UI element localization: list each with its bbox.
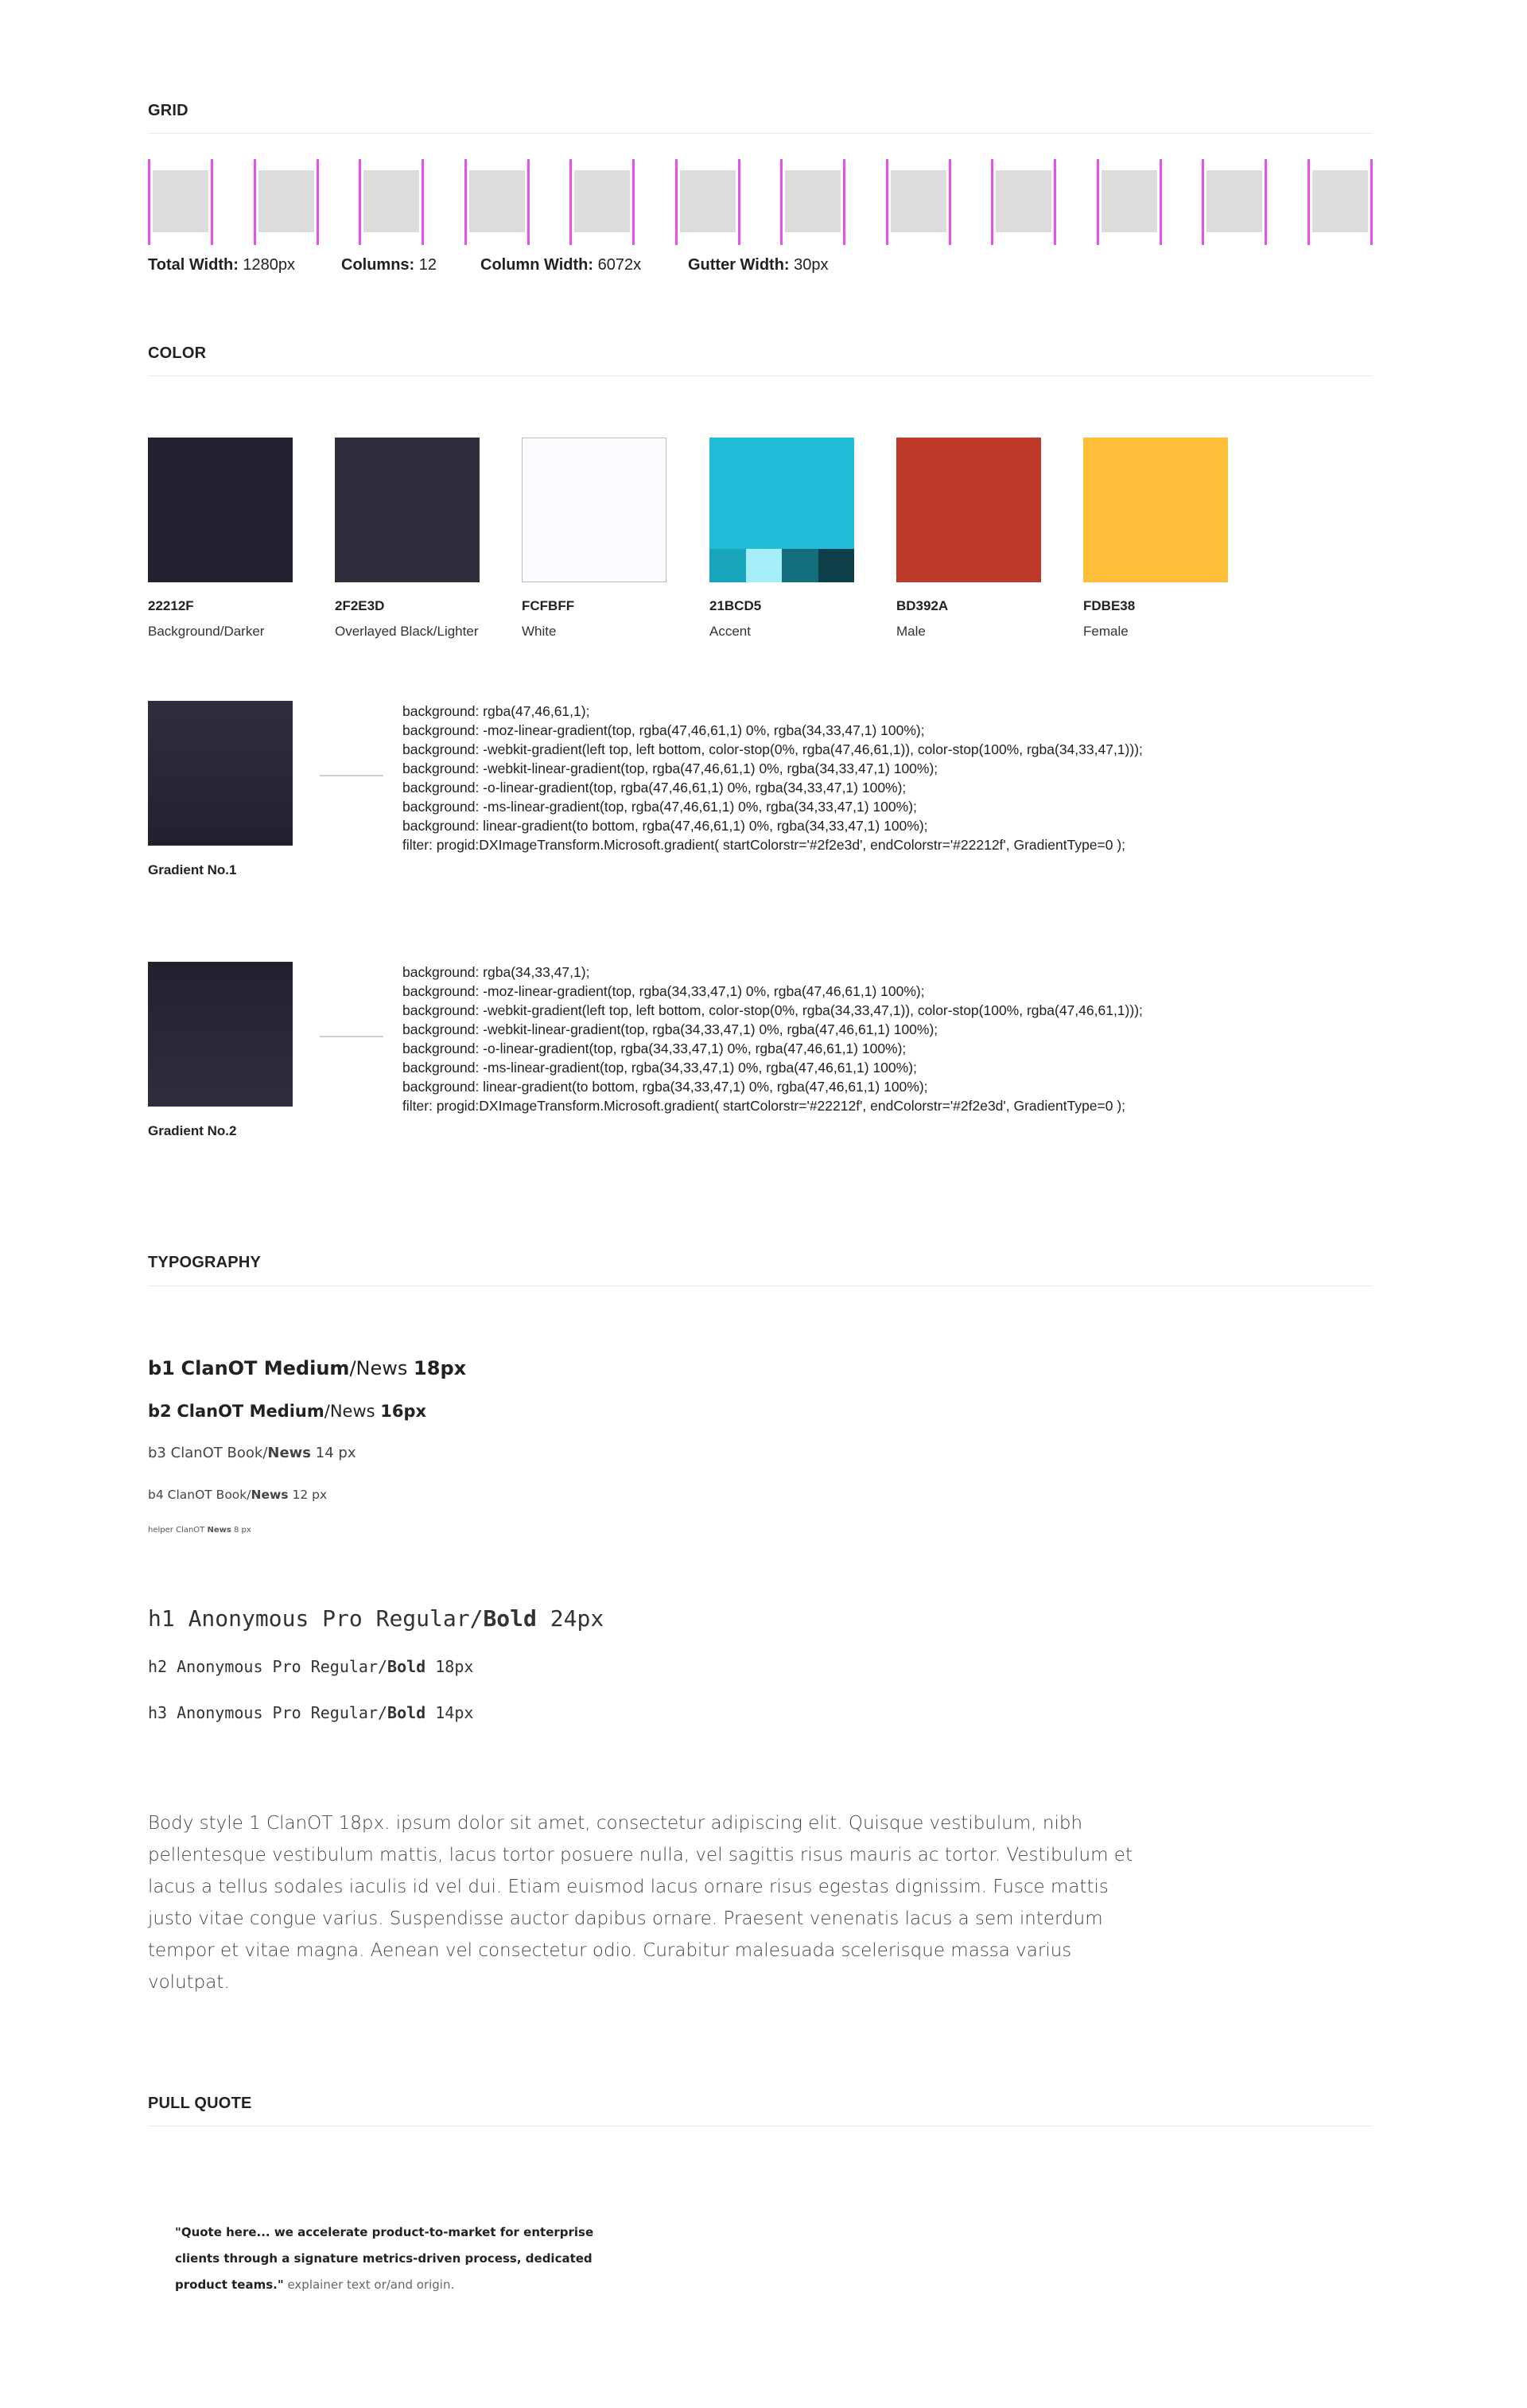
grid-meta-total-width: Total Width: 1280px <box>148 256 296 274</box>
grid-column-edge <box>1054 159 1056 245</box>
color-hex-label: 22212F <box>148 598 194 613</box>
grid-meta-column-width: Column Width: 6072x <box>480 256 642 274</box>
gradient-connector <box>320 1036 383 1037</box>
gradient-connector <box>320 775 383 776</box>
type-sample-h1: h1 Anonymous Pro Regular/Bold 24px <box>148 1605 604 1632</box>
gradient-swatch-2 <box>148 962 293 1107</box>
color-swatch-white <box>522 438 666 582</box>
grid-column <box>1307 159 1373 245</box>
type-sample-helper: helper ClanOT News 8 px <box>148 1526 251 1535</box>
grid-column-edge <box>1307 159 1310 245</box>
section-title-typography: TYPOGRAPHY <box>148 1254 262 1271</box>
gradient-css-code-1: background: rgba(47,46,61,1); background: -moz-linear-gradient(top, rgba(47,46,61,1) 0%, rgba(34,33,47,1) 100%); background: -webkit-gradient(left top, left bottom, color-stop(0%, rgba(47,46,61,1)), color-stop(100%, rgba(34,33,47,1))); background: -webkit-linear-gradient(top, rgba(47,46,61,1) 0%, rgba(34,33,47,1) 100%); background: -o-linear-gradient(top, rgba(47,46,61,1) 0%, rgba(34,33,47,1) 100%); background: -ms-linear-gradient(top, rgba(47,46,61,1) 0%, rgba(34,33,47,1) 100%); background: linear-gradient(to bottom, rgba(47,46,61,1) 0%, rgba(34,33,47,1) 100%); filter: progid:DXImageTransform.Microsoft.gradient( startColorstr='#2f2e3d', endColorstr='#22212f', GradientType=0 ); <box>402 703 1143 853</box>
pull-quote-text: "Quote here... we accelerate product-to-market for enterprise clients through a signature metrics-driven process, dedicated product teams." <box>175 2225 594 2292</box>
grid-column-fill <box>1206 170 1262 232</box>
section-divider <box>148 133 1373 134</box>
grid-column <box>886 159 951 245</box>
color-name-label: Background/Darker <box>148 624 265 639</box>
grid-column-edge <box>254 159 256 245</box>
grid-column-edge <box>675 159 678 245</box>
color-name-label: Accent <box>709 624 751 639</box>
grid-column-edge <box>359 159 361 245</box>
grid-meta-columns: Columns: 12 <box>341 256 437 274</box>
body-style-sample: Body style 1 ClanOT 18px. ipsum dolor sit amet, consectetur adipiscing elit. Quisque vestibulum, nibh pellentesque vestibulum mattis, lacus tortor posuere nulla, vel sagittis risus mauris ac tortor. Vestibulum et lacus a tellus sodales iaculis id vel dui. Etiam euismod lacus ornare risus egestas dignissim. Fusce mattis justo vitae congue varius. Suspendisse auctor dapibus ornare. Praesent venenatis lacus a sem interdum tempor et vitae magna. Aenean vel consectetur odio. Curabitur malesuada scelerisque massa varius volutpat. <box>148 1813 1133 1993</box>
grid-column-fill <box>891 170 946 232</box>
grid-column-fill <box>785 170 841 232</box>
gradient-swatch-1 <box>148 701 293 846</box>
color-name-label: Female <box>1083 624 1129 639</box>
type-sample-b3: b3 ClanOT Book/News 14 px <box>148 1445 356 1461</box>
color-hex-label: 21BCD5 <box>709 598 762 613</box>
grid-column-edge <box>422 159 424 245</box>
color-swatch-male <box>896 438 1041 582</box>
grid-column <box>148 159 213 245</box>
color-name-label: Overlayed Black/Lighter <box>335 624 479 639</box>
grid-column-edge <box>738 159 740 245</box>
grid-column-edge <box>317 159 319 245</box>
grid-column <box>569 159 635 245</box>
section-title-color: COLOR <box>148 344 207 362</box>
color-hex-label: BD392A <box>896 598 949 613</box>
accent-tint-3 <box>782 549 818 582</box>
grid-column <box>675 159 740 245</box>
pull-quote <box>175 2219 596 2298</box>
section-title-pull-quote: PULL QUOTE <box>148 2095 252 2112</box>
grid-column-edge <box>886 159 888 245</box>
color-swatch-overlayed-black <box>335 438 480 582</box>
accent-tints <box>709 549 854 582</box>
color-hex-label: 2F2E3D <box>335 598 385 613</box>
grid-column-edge <box>632 159 635 245</box>
color-swatch-female <box>1083 438 1228 582</box>
color-hex-label: FDBE38 <box>1083 598 1136 613</box>
grid-column-fill <box>153 170 208 232</box>
type-sample-b1: b1 ClanOT Medium/News 18px <box>148 1357 467 1379</box>
grid-column-fill <box>680 170 736 232</box>
grid-column-fill <box>1102 170 1157 232</box>
grid-column-edge <box>1097 159 1099 245</box>
accent-tint-4 <box>818 549 855 582</box>
grid-column-edge <box>148 159 150 245</box>
color-hex-label: FCFBFF <box>522 598 575 613</box>
grid-column-fill <box>574 170 630 232</box>
grid-column-fill <box>363 170 419 232</box>
section-divider <box>148 375 1373 376</box>
grid-column-edge <box>1265 159 1267 245</box>
grid-column-edge <box>843 159 845 245</box>
grid-column-edge <box>569 159 572 245</box>
accent-tint-1 <box>709 549 746 582</box>
grid-column-fill <box>996 170 1051 232</box>
grid-column-fill <box>258 170 314 232</box>
grid-columns <box>148 159 1373 245</box>
gradient-label-1: Gradient No.1 <box>148 862 237 877</box>
grid-column-edge <box>1202 159 1204 245</box>
grid-column-fill <box>469 170 525 232</box>
grid-column <box>780 159 845 245</box>
gradient-label-2: Gradient No.2 <box>148 1123 237 1138</box>
grid-column <box>1097 159 1162 245</box>
type-sample-h3: h3 Anonymous Pro Regular/Bold 14px <box>148 1703 474 1722</box>
grid-column <box>254 159 319 245</box>
section-title-grid: GRID <box>148 102 188 119</box>
gradient-css-code-2: background: rgba(34,33,47,1); background: -moz-linear-gradient(top, rgba(34,33,47,1) 0%, rgba(47,46,61,1) 100%); background: -webkit-gradient(left top, left bottom, color-stop(0%, rgba(34,33,47,1)), color-stop(100%, rgba(47,46,61,1))); background: -webkit-linear-gradient(top, rgba(34,33,47,1) 0%, rgba(47,46,61,1) 100%); background: -o-linear-gradient(top, rgba(34,33,47,1) 0%, rgba(47,46,61,1) 100%); background: -ms-linear-gradient(top, rgba(34,33,47,1) 0%, rgba(47,46,61,1) 100%); background: linear-gradient(to bottom, rgba(34,33,47,1) 0%, rgba(47,46,61,1) 100%); filter: progid:DXImageTransform.Microsoft.gradient( startColorstr='#22212f', endColorstr='#2f2e3d', GradientType=0 ); <box>402 964 1143 1114</box>
grid-column-edge <box>991 159 993 245</box>
grid-column-edge <box>1160 159 1162 245</box>
pull-quote-origin: explainer text or/and origin. <box>283 2278 455 2292</box>
grid-column <box>359 159 424 245</box>
grid-column-edge <box>1370 159 1373 245</box>
grid-column-edge <box>780 159 783 245</box>
grid-column <box>991 159 1056 245</box>
color-name-label: Male <box>896 624 926 639</box>
color-swatch-background-darker <box>148 438 293 582</box>
grid-column-edge <box>949 159 951 245</box>
type-sample-h2: h2 Anonymous Pro Regular/Bold 18px <box>148 1657 474 1676</box>
accent-tint-2 <box>746 549 783 582</box>
color-name-label: White <box>522 624 557 639</box>
grid-column-edge <box>464 159 467 245</box>
grid-column <box>464 159 530 245</box>
grid-column-fill <box>1312 170 1368 232</box>
grid-column-edge <box>527 159 530 245</box>
grid-column <box>1202 159 1267 245</box>
type-sample-b4: b4 ClanOT Book/News 12 px <box>148 1488 328 1502</box>
type-sample-b2: b2 ClanOT Medium/News 16px <box>148 1402 427 1421</box>
grid-column-edge <box>211 159 213 245</box>
grid-meta-gutter-width: Gutter Width: 30px <box>688 256 829 274</box>
color-swatch-accent <box>709 438 854 582</box>
